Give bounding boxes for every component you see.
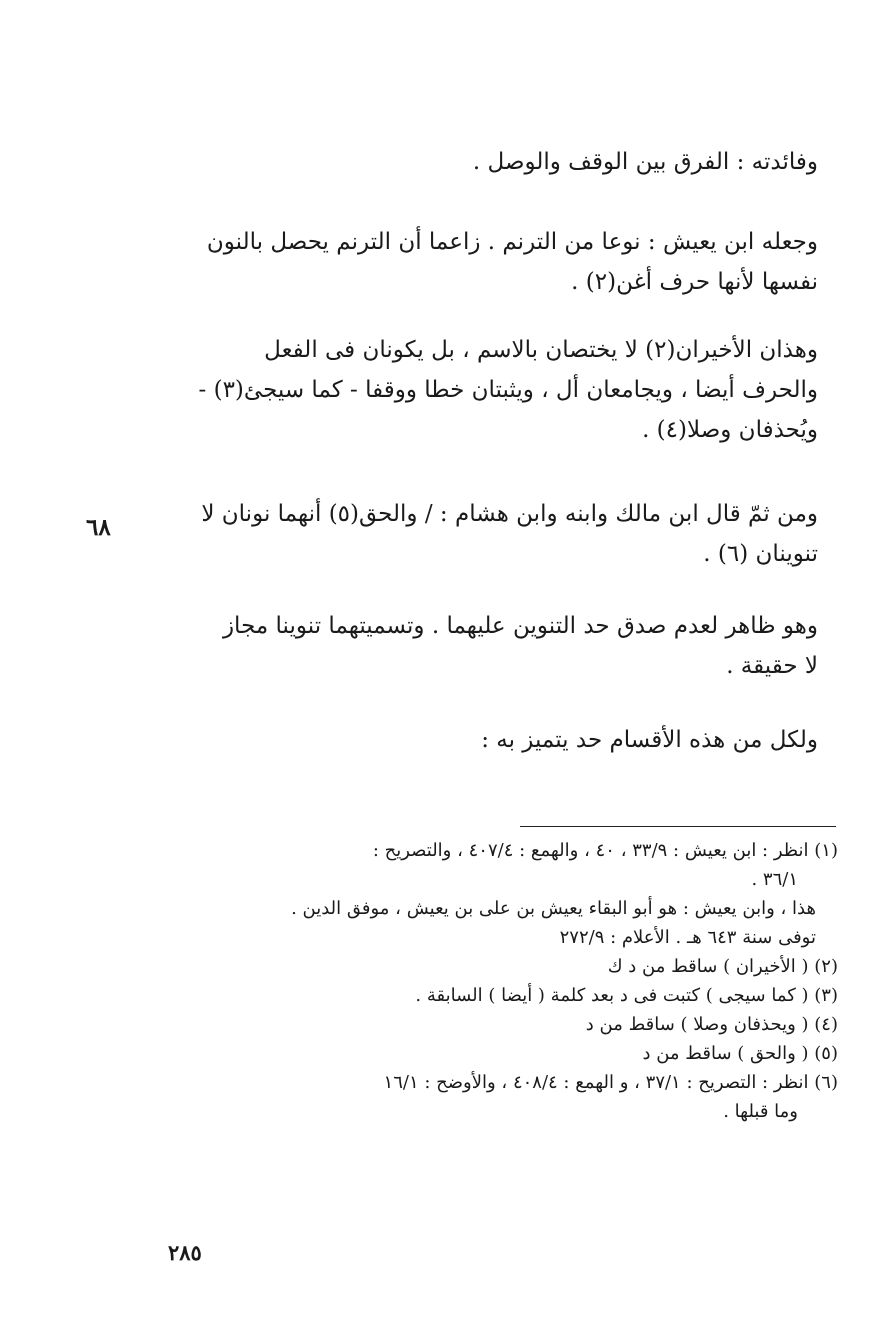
text-line: تنوينان (٦) .: [703, 541, 818, 567]
footnote-separator: [520, 826, 836, 827]
footnote-line: (٢) ( الأخيران ) ساقط من د ك: [607, 956, 838, 977]
footnote-line: (١) انظر : ابن يعيش : ٣٣/٩ ، ٤٠ ، والهمع : ٤٠٧/٤ ، والتصريح :: [372, 840, 838, 861]
footnotes: [148, 836, 838, 1126]
paragraph-2: [138, 222, 818, 302]
text-line: وجعله ابن يعيش : نوعا من الترنم . زاعما أن الترنم يحصل بالنون: [206, 229, 818, 255]
page-number: ٢٨٥: [168, 1240, 202, 1265]
text-line: وهو ظاهر لعدم صدق حد التنوين عليهما . وتسميتهما تنوينا مجاز: [222, 613, 818, 639]
paragraph-6: [138, 720, 818, 760]
paragraph-4: [138, 494, 818, 574]
footnote-line: توفى سنة ٦٤٣ هـ . الأعلام : ٢٧٢/٩: [559, 927, 816, 948]
margin-page-number: ٦٨: [86, 514, 111, 541]
text-line: نفسها لأنها حرف أغن(٢) .: [571, 269, 818, 295]
footnote-line: (٣) ( كما سيجى ) كتبت فى د بعد كلمة ( أيضا ) السابقة .: [415, 985, 838, 1006]
footnote-line: (٦) انظر : التصريح : ٣٧/١ ، و الهمع : ٤٠٨/٤ ، والأوضح : ١٦/١: [383, 1072, 838, 1093]
text-line: ويُحذفان وصلا(٤) .: [642, 417, 818, 443]
text-line: ومن ثمّ قال ابن مالك وابنه وابن هشام : / والحق(٥) أنهما نونان لا: [201, 501, 818, 527]
text-line: وفائدته : الفرق بين الوقف والوصل .: [472, 149, 818, 175]
text-line: وهذان الأخيران(٢) لا يختصان بالاسم ، بل يكونان فى الفعل: [264, 337, 818, 363]
text-line: والحرف أيضا ، ويجامعان أل ، ويثبتان خطا ووقفا - كما سيجئ(٣) -: [198, 377, 818, 403]
paragraph-5: [138, 606, 818, 686]
footnote-line: (٤) ( ويحذفان وصلا ) ساقط من د: [585, 1014, 838, 1035]
footnote-line: (٥) ( والحق ) ساقط من د: [642, 1043, 838, 1064]
text-line: ولكل من هذه الأقسام حد يتميز به :: [481, 727, 818, 753]
text-line: لا حقيقة .: [726, 653, 818, 679]
paragraph-1: [138, 142, 818, 182]
footnote-line: هذا ، وابن يعيش : هو أبو البقاء يعيش بن على بن يعيش ، موفق الدين .: [291, 898, 816, 919]
footnote-line: وما قبلها .: [723, 1101, 798, 1122]
footnote-line: ٣٦/١ .: [751, 869, 798, 890]
paragraph-3: [138, 330, 818, 450]
